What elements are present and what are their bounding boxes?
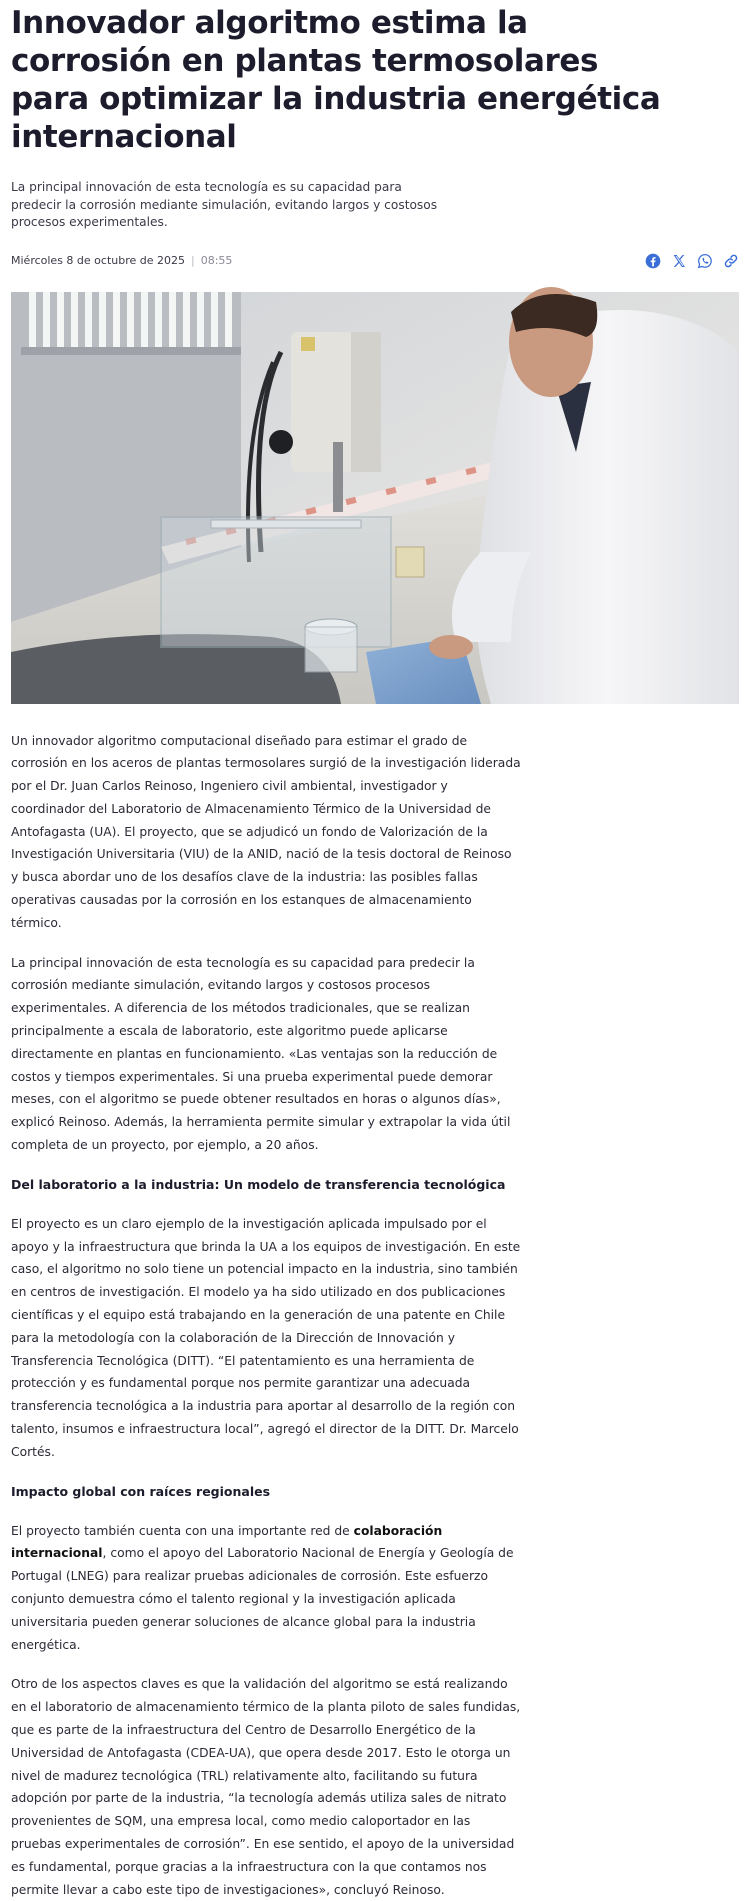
paragraph-2: La principal innovación de esta tecnología es su capacidad para predecir la corrosión mediante simulación, evitando largos y costosos procesos experimentales. A diferencia de los métodos tradicionales, que se realizan principalmente a escala de laboratorio, este algoritmo puede aplicarse directamente en plantas en funcionamiento. «Las ventajas son la reducción de costos y tiempos experimentales. Si una prueba experimental puede demorar meses, con el algoritmo se puede obtener resultados en horas o algunos días», explicó Reinoso. Además, la herramienta permite simular y extrapolar la vida útil completa de un proyecto, por ejemplo, a 20 años.: [11, 952, 521, 1157]
publish-date: Miércoles 8 de octubre de 2025: [11, 254, 185, 267]
article-page: [0, 4, 750, 1828]
lab-photo-illustration: [11, 292, 739, 704]
paragraph-4-start: El proyecto también cuenta con una importante red de: [11, 1524, 354, 1538]
whatsapp-icon[interactable]: [697, 253, 713, 269]
facebook-icon[interactable]: [645, 253, 661, 269]
share-bar: [645, 253, 739, 269]
publish-time: 08:55: [201, 254, 233, 267]
publish-info: [11, 254, 232, 267]
article-title: Innovador algoritmo estima la corrosión en plantas termosolares para optimizar la industria energética internacional: [11, 4, 671, 156]
article-meta: [11, 252, 739, 270]
x-icon[interactable]: [671, 253, 687, 269]
paragraph-1: Un innovador algoritmo computacional diseñado para estimar el grado de corrosión en los aceros de plantas termosolares surgió de la investigación liderada por el Dr. Juan Carlos Reinoso, Ingeniero civil ambiental, investigador y coordinador del Laboratorio de Almacenamiento Térmico de la Universidad de Antofagasta (UA). El proyecto, que se adjudicó un fondo de Valorización de la Investigación Universitaria (VIU) de la ANID, nació de la tesis doctoral de Reinoso y busca abordar uno de los desafíos clave de la industria: las posibles fallas operativas causadas por la corrosión en los estanques de almacenamiento térmico.: [11, 730, 521, 935]
section-heading-2: Impacto global con raíces regionales: [11, 1481, 521, 1503]
link-icon[interactable]: [723, 253, 739, 269]
article-lead: La principal innovación de esta tecnología es su capacidad para predecir la corrosión mediante simulación, evitando largos y costosos procesos experimentales.: [11, 179, 451, 232]
paragraph-4-end: , como el apoyo del Laboratorio Nacional de Energía y Geología de Portugal (LNEG) para realizar pruebas adicionales de corrosión. Este esfuerzo conjunto demuestra cómo el talento regional y la investigación aplicada universitaria pueden generar soluciones de alcance global para la industria energética.: [11, 1546, 514, 1651]
meta-separator: |: [191, 254, 195, 267]
paragraph-5: Otro de los aspectos claves es que la validación del algoritmo se está realizando en el laboratorio de almacenamiento térmico de la planta piloto de sales fundidas, que es parte de la infraestructura del Centro de Desarrollo Energético de la Universidad de Antofagasta (CDEA-UA), que opera desde 2017. Esto le otorga un nivel de madurez tecnológica (TRL) relativamente alto, facilitando su futura adopción por parte de la industria, “la tecnología además utiliza sales de nitrato provenientes de SQM, una empresa local, como medio caloportador en las pruebas experimentales de corrosión”. En ese sentido, el apoyo de la universidad es fundamental, porque gracias a la infraestructura con la que contamos nos permite llevar a cabo este tipo de investigaciones», concluyó Reinoso.: [11, 1673, 521, 1901]
article-body: [11, 730, 521, 1901]
paragraph-4-bold: colaboración internacional: [11, 1524, 442, 1561]
paragraph-3: El proyecto es un claro ejemplo de la investigación aplicada impulsado por el apoyo y la infraestructura que brinda la UA a los equipos de investigación. En este caso, el algoritmo no solo tiene un potencial impacto en la industria, sino también en centros de investigación. El modelo ya ha sido utilizado en dos publicaciones científicas y el equipo está trabajando en la generación de una patente en Chile para la metodología con la colaboración de la Dirección de Innovación y Transferencia Tecnológica (DITT). “El patentamiento es una herramienta de protección y es fundamental porque nos permite garantizar una adecuada transferencia tecnológica a la industria para aportar al desarrollo de la región con talento, insumos e infraestructura local”, agregó el director de la DITT. Dr. Marcelo Cortés.: [11, 1213, 521, 1464]
hero-image: [11, 292, 739, 704]
section-heading-1: Del laboratorio a la industria: Un modelo de transferencia tecnológica: [11, 1174, 521, 1196]
paragraph-4: [11, 1520, 521, 1657]
